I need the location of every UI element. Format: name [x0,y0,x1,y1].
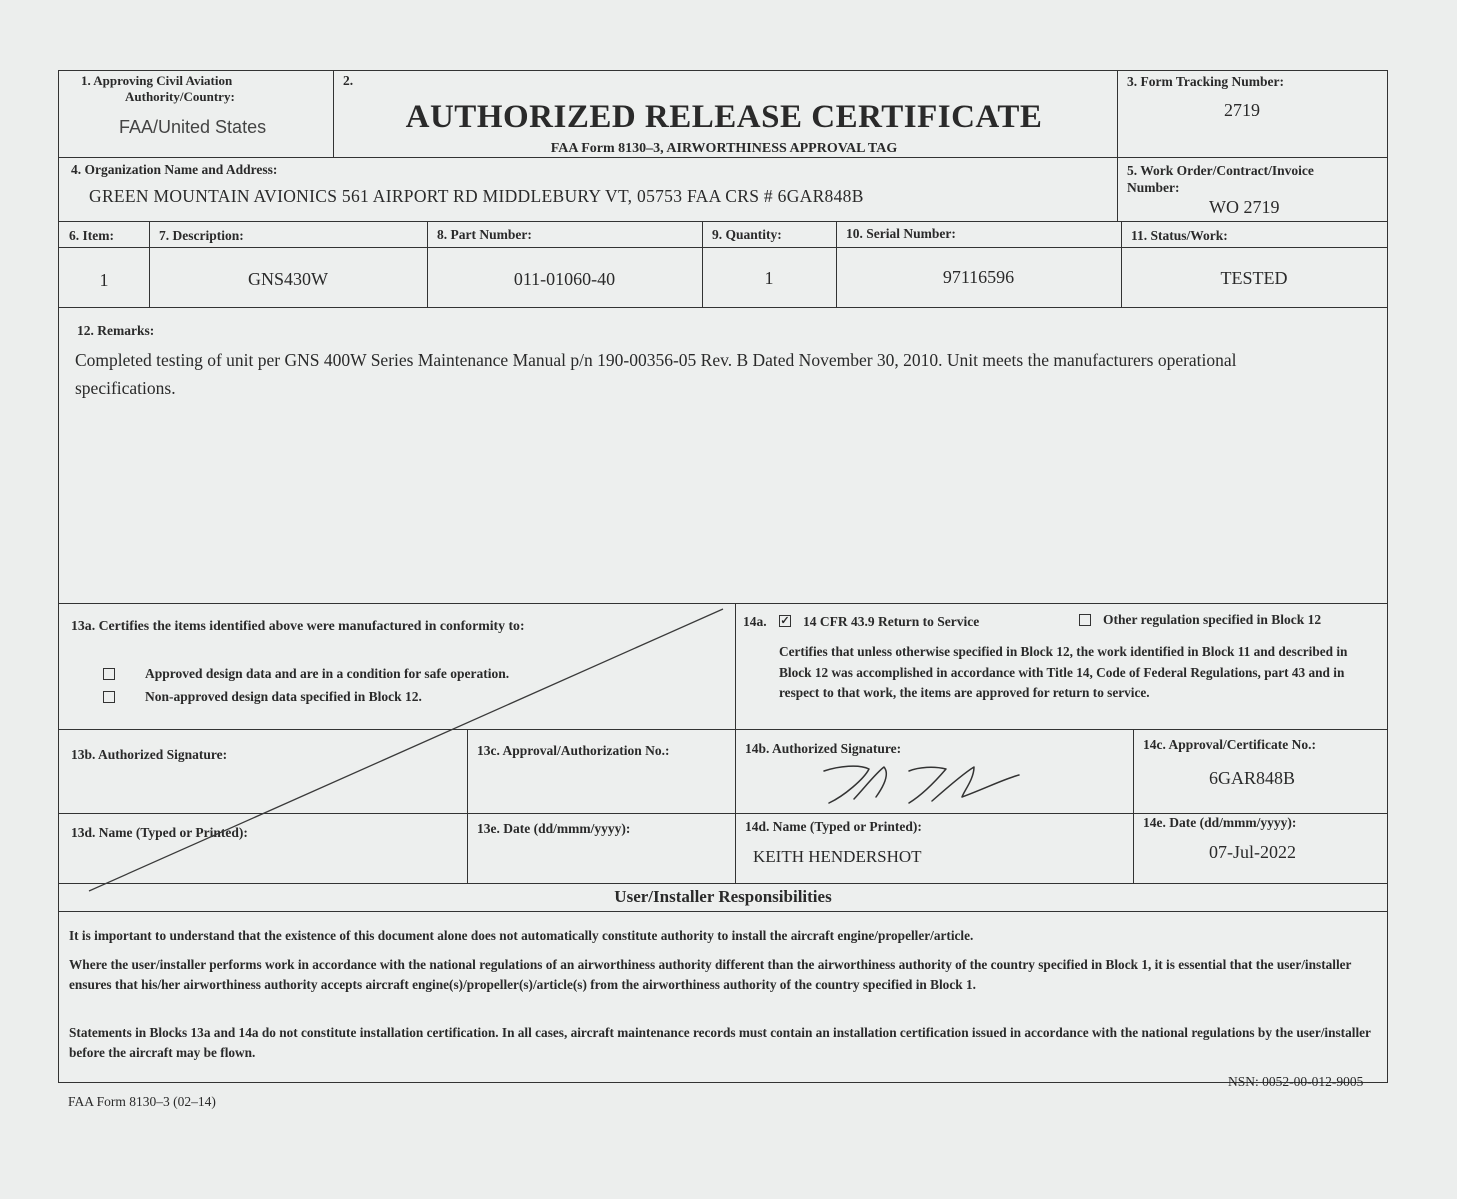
return-to-service-statement: Certifies that unless otherwise specified in Block 12, the work identified in Block 11 and described in Block 12 was accomplished in accordance with Title 14, Code of Federal Regulations, part 43 and in respect to that work, the items are approved for return to service. [779,644,1348,700]
form-tracking-number: 2719 [1224,100,1260,120]
block14d-label: 14d. Name (Typed or Printed): [745,819,922,834]
description-header: 7. Description: [159,228,244,243]
certificate-subtitle: FAA Form 8130–3, AIRWORTHINESS APPROVAL TAG [550,141,898,156]
responsibilities-paragraph-1: It is important to understand that the existence of this document alone does not automatically constitute authority to install the aircraft engine/propeller/article. [69,928,974,943]
responsibilities-heading: User/Installer Responsibilities [614,887,832,906]
block1-label-line2: Authority/Country: [125,89,235,104]
quantity-value: 1 [764,268,774,288]
item-value: 1 [99,270,109,290]
form-identifier: FAA Form 8130–3 (02–14) [68,1094,216,1109]
approval-certificate-number: 6GAR848B [1209,768,1296,788]
other-regulation-label: Other regulation specified in Block 12 [1103,612,1322,627]
block13b-label: 13b. Authorized Signature: [71,747,228,762]
serial-number-header: 10. Serial Number: [846,226,956,241]
block14b-label: 14b. Authorized Signature: [745,741,902,756]
status-work-value: TESTED [1220,268,1288,288]
void-strike-line [59,601,739,901]
approved-design-label: Approved design data and are in a condition for safe operation. [145,666,510,681]
signature-mark [814,761,1034,811]
block14e-label: 14e. Date (dd/mmm/yyyy): [1143,815,1297,830]
other-regulation-checkbox[interactable] [1079,614,1091,626]
return-to-service-label: 14 CFR 43.9 Return to Service [803,614,980,629]
block5-label-line2: Number: [1127,180,1180,195]
part-number-value: 011-01060-40 [513,269,616,289]
block4-label: 4. Organization Name and Address: [71,162,278,177]
block13d-label: 13d. Name (Typed or Printed): [71,825,248,840]
block5-label: 5. Work Order/Contract/Invoice [1127,163,1314,178]
responsibilities-paragraph-3: Statements in Blocks 13a and 14a do not constitute installation certification. In all cases, aircraft maintenance records must contain an installation certification issued in accordance with the national regulations by the user/installer before the aircraft may be flown. [69,1025,1371,1060]
block14a-label: 14a. [743,614,767,629]
block13e-label: 13e. Date (dd/mmm/yyyy): [477,821,631,836]
remarks-label: 12. Remarks: [77,323,155,338]
block13c-label: 13c. Approval/Authorization No.: [477,743,670,758]
block14c-label: 14c. Approval/Certificate No.: [1143,737,1316,752]
release-certificate-form [58,70,1388,1083]
quantity-header: 9. Quantity: [712,227,782,242]
name-typed-value: KEITH HENDERSHOT [753,847,922,866]
remarks-text: Completed testing of unit per GNS 400W Series Maintenance Manual p/n 190-00356-05 Rev. B Dated November 30, 2010. Unit meets the manufacturers operational specifications. [75,350,1237,398]
block2-label: 2. [343,73,354,88]
block13a-label: 13a. Certifies the items identified above were manufactured in conformity to: [71,618,525,633]
organization-name-address: GREEN MOUNTAIN AVIONICS 561 AIRPORT RD MIDDLEBURY VT, 05753 FAA CRS # 6GAR848B [89,186,864,206]
non-approved-design-label: Non-approved design data specified in Block 12. [145,689,422,704]
description-value: GNS430W [248,269,328,289]
approving-authority-value: FAA/United States [119,117,267,137]
date-value: 07-Jul-2022 [1209,842,1296,862]
serial-number-value: 97116596 [942,267,1015,287]
item-header: 6. Item: [69,228,114,243]
status-work-header: 11. Status/Work: [1131,228,1228,243]
work-order-number: WO 2719 [1209,197,1280,217]
certificate-title: AUTHORIZED RELEASE CERTIFICATE [405,99,1043,135]
block3-label: 3. Form Tracking Number: [1127,74,1284,89]
block1-label: 1. Approving Civil Aviation [81,73,233,88]
return-to-service-checkbox[interactable]: ✓ [780,615,790,627]
nsn-number: NSN: 0052-00-012-9005 [1228,1074,1364,1089]
responsibilities-paragraph-2: Where the user/installer performs work in accordance with the national regulations of an airworthiness authority different than the airworthiness authority of the country specified in Block 1, it is essential that the user/installer ensures that his/her airworthiness authority accepts aircraft engine(s)/propeller(s)/article(s) from the airworthiness authority of the country specified in Block 1. [69,957,1352,992]
part-number-header: 8. Part Number: [437,227,532,242]
